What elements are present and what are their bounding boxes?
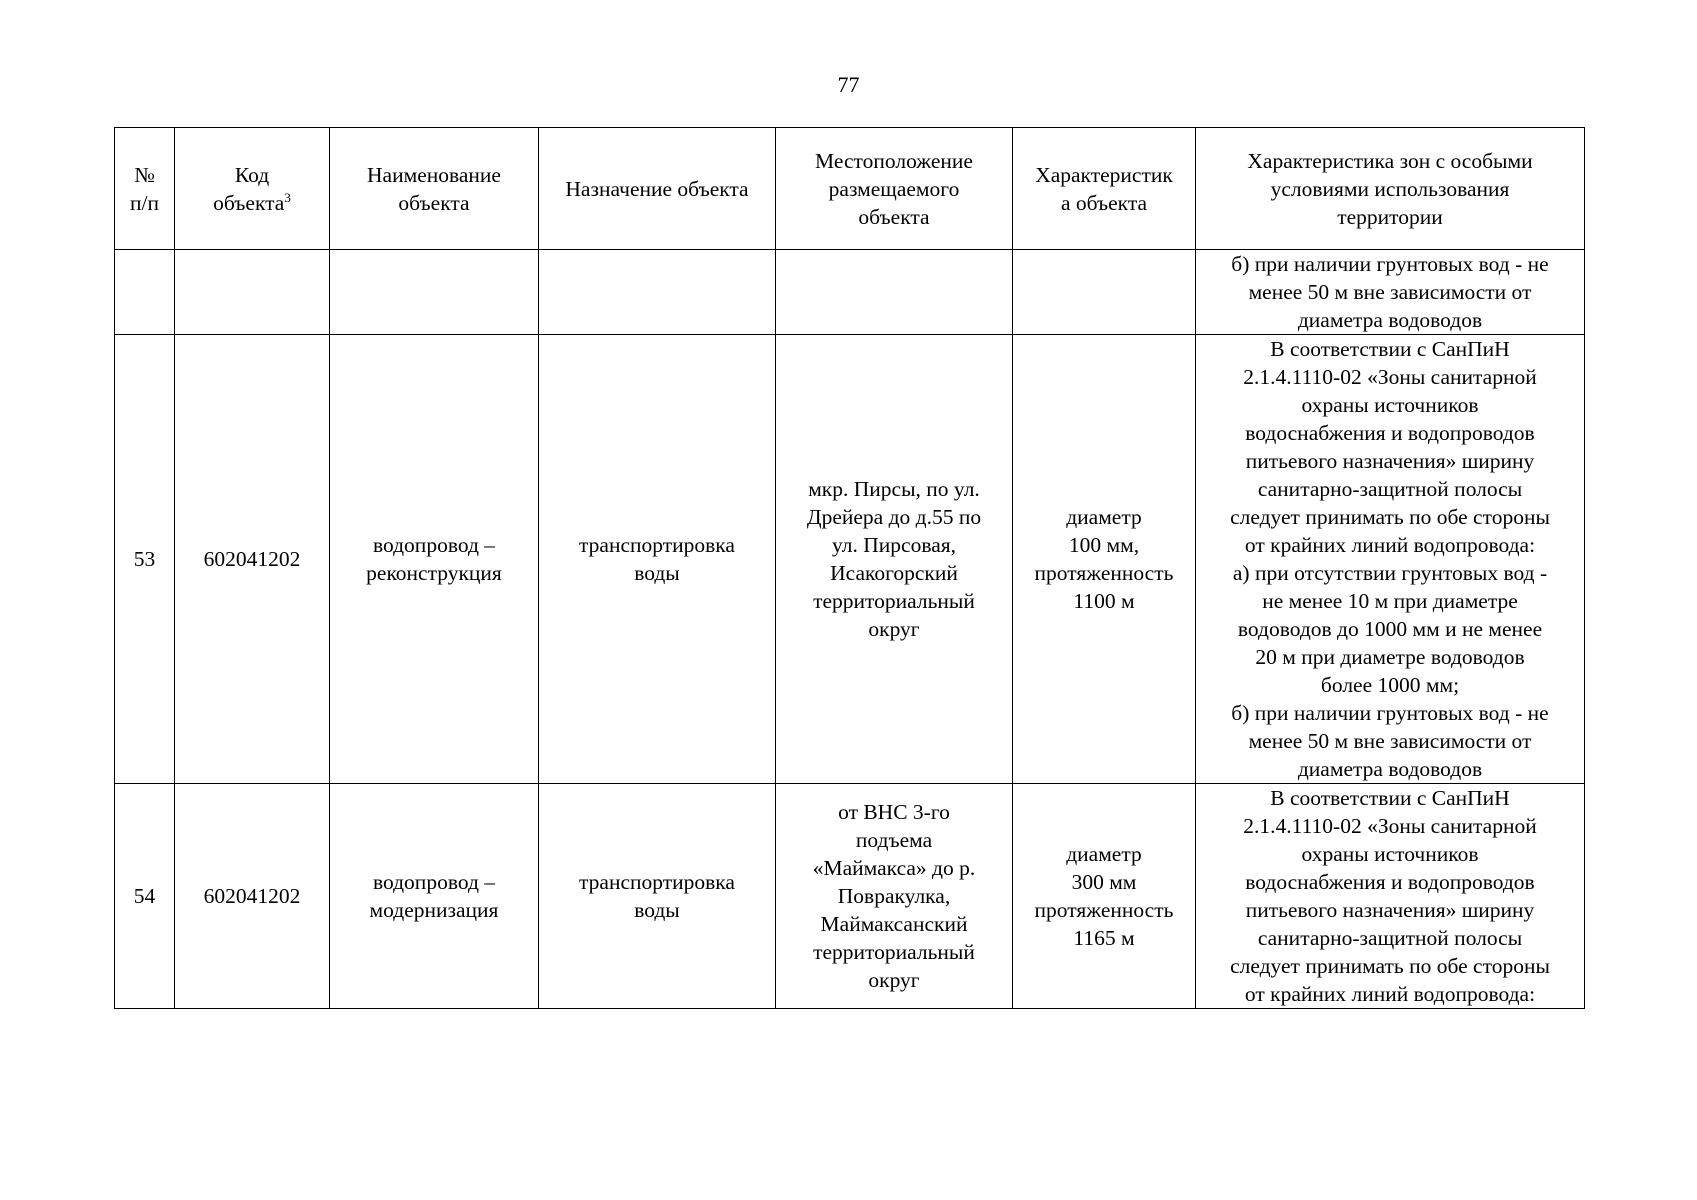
cell-code: 602041202	[175, 784, 330, 1009]
cell-zones: б) при наличии грунтовых вод - не менее 50 м вне зависимости от диаметра водоводов	[1196, 250, 1585, 335]
cell-empty	[776, 250, 1013, 335]
cell-zones: В соответствии с СанПиН 2.1.4.1110-02 «Зоны санитарной охраны источников водоснабжения и водопроводов питьевого назначения» ширину санитарно-защитной полосы следует принимать по обе стороны от крайних линий водопровода: а) при отсутствии грунтовых вод - не менее 10 м при диаметре водоводов до 1000 мм и не менее 20 м при диаметре водоводов более 1000 мм; б) при наличии грунтовых вод - не менее 50 м вне зависимости от диаметра водоводов	[1196, 335, 1585, 784]
header-code-text: Код объекта$^3$	[213, 162, 291, 215]
table-row	[115, 335, 1585, 784]
cell-name: водопровод – реконструкция	[330, 335, 539, 784]
objects-table	[114, 127, 1585, 1009]
cell-purpose: транспортировка воды	[539, 784, 776, 1009]
cell-zones: В соответствии с СанПиН 2.1.4.1110-02 «Зоны санитарной охраны источников водоснабжения и водопроводов питьевого назначения» ширину санитарно-защитной полосы следует принимать по обе стороны от крайних линий водопровода:	[1196, 784, 1585, 1009]
header-zones: Характеристика зон с особыми условиями использования территории	[1196, 128, 1585, 250]
header-name: Наименование объекта	[330, 128, 539, 250]
cell-num: 54	[115, 784, 175, 1009]
cell-empty	[115, 250, 175, 335]
cell-empty	[539, 250, 776, 335]
header-characteristic: Характеристик а объекта	[1013, 128, 1196, 250]
table-header-row	[115, 128, 1585, 250]
cell-name: водопровод – модернизация	[330, 784, 539, 1009]
header-purpose: Назначение объекта	[539, 128, 776, 250]
header-location: Местоположение размещаемого объекта	[776, 128, 1013, 250]
cell-empty	[175, 250, 330, 335]
cell-characteristic: диаметр 300 мм протяженность 1165 м	[1013, 784, 1196, 1009]
page-number: 77	[837, 72, 860, 97]
cell-purpose: транспортировка воды	[539, 335, 776, 784]
table-row	[115, 784, 1585, 1009]
cell-location: от ВНС 3-го подъема «Маймакса» до р. Повракулка, Маймаксанский территориальный округ	[776, 784, 1013, 1009]
footnote-marker: 3	[284, 189, 291, 205]
header-num: № п/п	[115, 128, 175, 250]
cell-characteristic: диаметр 100 мм, протяженность 1100 м	[1013, 335, 1196, 784]
cell-code: 602041202	[175, 335, 330, 784]
cell-location: мкр. Пирсы, по ул. Дрейера до д.55 по ул. Пирсовая, Исакогорский территориальный округ	[776, 335, 1013, 784]
cell-num: 53	[115, 335, 175, 784]
cell-empty	[330, 250, 539, 335]
header-code	[175, 128, 330, 250]
table-row-continuation	[115, 250, 1585, 335]
cell-empty	[1013, 250, 1196, 335]
